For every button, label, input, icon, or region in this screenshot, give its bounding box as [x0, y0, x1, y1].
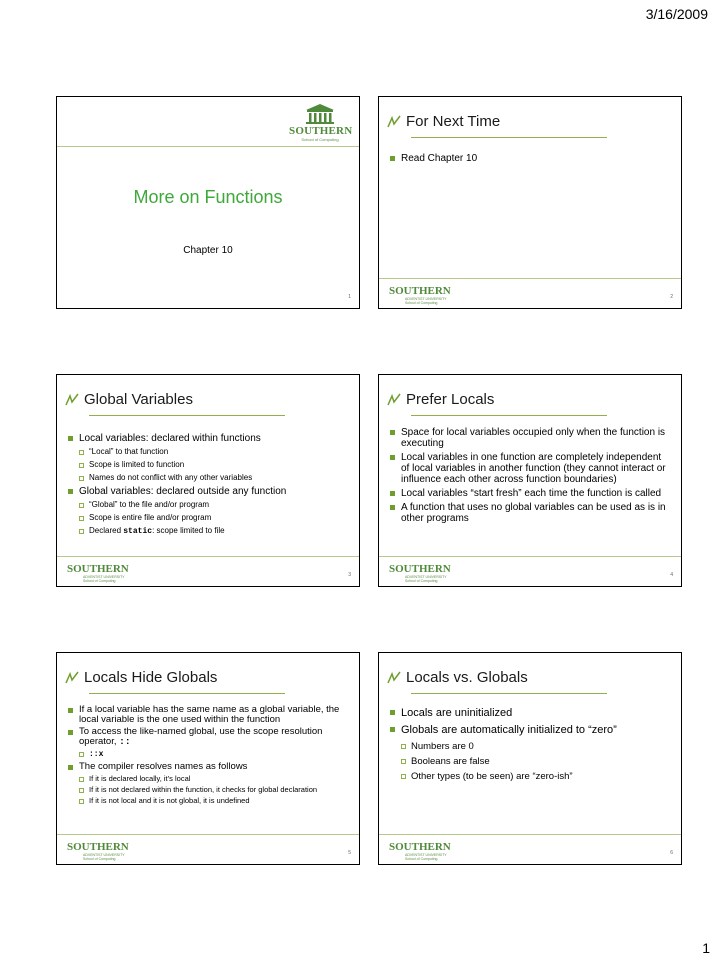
slide-number: 3 — [348, 572, 351, 578]
slide-heading — [387, 669, 528, 686]
list-item: Locals are uninitialized — [389, 707, 671, 719]
logo-wordmark: SOUTHERN — [67, 841, 129, 853]
footer-divider — [57, 834, 359, 835]
slide-4 — [378, 374, 682, 587]
bullet-list — [389, 427, 671, 527]
sub-list-item: Booleans are false — [389, 756, 671, 767]
list-item: The compiler resolves names as follows — [67, 762, 349, 772]
sub-list-item: Names do not conflict with any other variables — [67, 473, 349, 483]
list-item: Globals are automatically initialized to “zero” — [389, 724, 671, 736]
slide-5 — [56, 652, 360, 865]
footer-divider — [379, 834, 681, 835]
slide-number: 4 — [670, 572, 673, 578]
title-underline — [411, 415, 607, 416]
leaf-icon — [387, 670, 401, 686]
sub-list-item — [67, 749, 349, 760]
list-item: Local variables in one function are completely independent of local variables in another function (they cannot interact or influence each other across function boundaries) — [389, 452, 671, 485]
footer-divider — [379, 556, 681, 557]
list-item: Global variables: declared outside any function — [67, 486, 349, 497]
sub-list-item: Scope is limited to function — [67, 460, 349, 470]
sub-list-item: If it is not local and it is not global, it is undefined — [67, 796, 349, 805]
university-logo — [289, 103, 351, 142]
bullet-list — [67, 705, 349, 807]
logo-wordmark: SOUTHERN — [389, 563, 451, 575]
list-item: Local variables: declared within functions — [67, 433, 349, 444]
slide-heading — [387, 113, 500, 130]
print-date: 3/16/2009 — [645, 6, 708, 22]
logo-university: ADVENTIST UNIVERSITY — [83, 853, 125, 857]
list-item: If a local variable has the same name as a global variable, the local variable is the one used within the function — [67, 705, 349, 725]
slide-number: 5 — [348, 850, 351, 856]
logo-wordmark: SOUTHERN — [289, 125, 353, 137]
item-text: : scope limited to file — [152, 526, 225, 535]
sub-list-item: Numbers are 0 — [389, 741, 671, 752]
slide-heading — [65, 669, 217, 686]
slide-1 — [56, 96, 360, 309]
logo-wordmark: SOUTHERN — [67, 563, 129, 575]
logo-school: School of Computing — [405, 301, 438, 305]
bullet-list — [389, 153, 671, 167]
footer-logo — [387, 841, 449, 861]
title-underline — [89, 693, 285, 694]
footer-logo — [65, 841, 127, 861]
building-icon — [303, 103, 337, 125]
bullet-list — [389, 707, 671, 786]
slide-title: More on Functions — [133, 187, 283, 207]
slide-title: Global Variables — [84, 391, 193, 408]
sub-list-item — [67, 526, 349, 537]
list-item: Space for local variables occupied only when the function is executing — [389, 427, 671, 449]
title-underline — [89, 415, 285, 416]
bullet-list — [67, 433, 349, 540]
sub-list-item: Scope is entire file and/or program — [67, 513, 349, 523]
logo-school: School of Computing — [83, 857, 116, 861]
item-text: To access the like-named global, use the scope resolution operator, — [79, 726, 323, 747]
slide-heading — [65, 391, 193, 408]
footer-divider — [57, 556, 359, 557]
logo-school: School of Computing — [301, 137, 339, 142]
footer-logo — [65, 563, 127, 583]
sub-list-item: Other types (to be seen) are “zero-ish” — [389, 771, 671, 782]
sub-list-item: “Global” to the file and/or program — [67, 500, 349, 510]
leaf-icon — [387, 392, 401, 408]
slide-2 — [378, 96, 682, 309]
list-item: A function that uses no global variables can be used as is in other programs — [389, 502, 671, 524]
slide-title: Locals Hide Globals — [84, 669, 218, 686]
leaf-icon — [65, 392, 79, 408]
slide-3 — [56, 374, 360, 587]
slide-number: 1 — [348, 294, 351, 300]
list-item: Read Chapter 10 — [389, 153, 671, 164]
logo-wordmark: SOUTHERN — [389, 841, 451, 853]
sub-list-item: “Local” to that function — [67, 447, 349, 457]
code-operator: :: — [119, 736, 131, 747]
slide-title: Prefer Locals — [406, 391, 495, 408]
leaf-icon — [387, 114, 401, 130]
logo-school: School of Computing — [83, 579, 116, 583]
logo-university: ADVENTIST UNIVERSITY — [405, 853, 447, 857]
title-underline — [411, 137, 607, 138]
slide-number: 6 — [670, 850, 673, 856]
slide-title: Locals vs. Globals — [406, 669, 528, 686]
slide-number: 2 — [670, 294, 673, 300]
item-text: Declared — [89, 526, 122, 535]
slide-subtitle: Chapter 10 — [183, 245, 233, 256]
footer-logo — [387, 563, 449, 583]
slide-6 — [378, 652, 682, 865]
slide-heading — [387, 391, 494, 408]
logo-wordmark: SOUTHERN — [389, 285, 451, 297]
list-item — [67, 727, 349, 747]
logo-school: School of Computing — [405, 579, 438, 583]
logo-university: ADVENTIST UNIVERSITY — [405, 297, 447, 301]
sub-list-item: If it is not declared within the function, it checks for global declaration — [67, 785, 349, 794]
title-divider — [57, 146, 359, 147]
leaf-icon — [65, 670, 79, 686]
list-item: Local variables “start fresh” each time the function is called — [389, 488, 671, 499]
logo-university: ADVENTIST UNIVERSITY — [405, 575, 447, 579]
logo-university: ADVENTIST UNIVERSITY — [83, 575, 125, 579]
code-keyword: static — [123, 527, 153, 536]
sub-list-item: If it is declared locally, it’s local — [67, 774, 349, 783]
title-underline — [411, 693, 607, 694]
footer-logo — [387, 285, 449, 305]
footer-divider — [379, 278, 681, 279]
logo-school: School of Computing — [405, 857, 438, 861]
page-number: 1 — [702, 940, 710, 956]
slide-title: For Next Time — [406, 113, 501, 130]
code-example: ::x — [89, 750, 104, 759]
